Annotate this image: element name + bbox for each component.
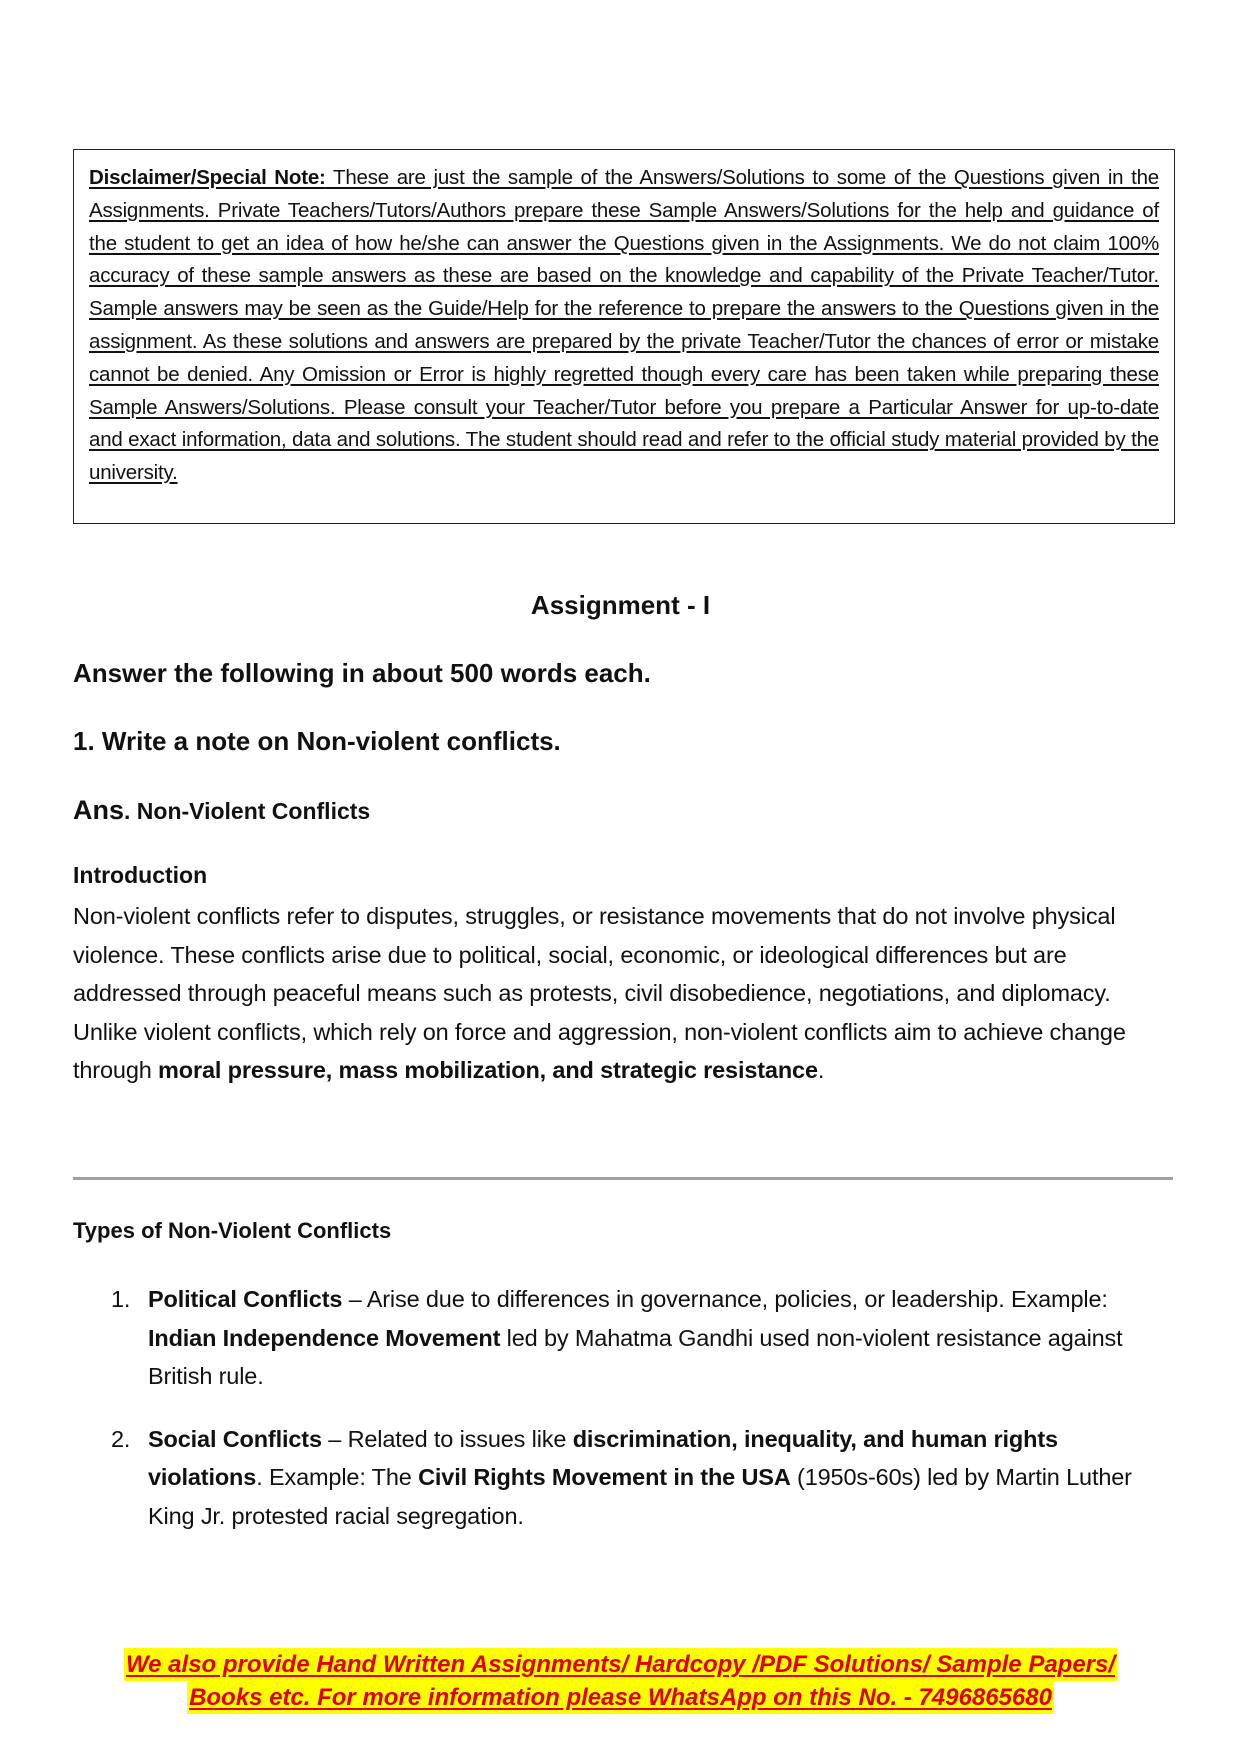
assignment-title: Assignment - I	[530, 590, 711, 620]
list-number: 1.	[111, 1286, 131, 1312]
answer-prefix: Ans	[73, 795, 125, 825]
item-title: Social Conflicts	[148, 1425, 322, 1452]
types-heading: Types of Non-Violent Conflicts	[73, 1218, 392, 1243]
horizontal-divider	[73, 1177, 1173, 1180]
disclaimer-text	[89, 162, 1159, 490]
disclaimer-body: These are just the sample of the Answers/Solutions to some of the Questions given in the Assignments. Private Teachers/Tutors/Authors prepare these Sample Answers/Solutions for the help and guidance of the student to get an idea of how he/she can answer the Questions given in the Assignments. We do not claim 100% accuracy of these sample answers as these are based on the knowledge and capability of the Private Teacher/Tutor. Sample answers may be seen as the Guide/Help for the reference to prepare the answers to the Questions given in the assignment. As these solutions and answers are prepared by the private Teacher/Tutor the chances of error or mistake cannot be denied. Any Omission or Error is highly regretted though every care has been taken while preparing these Sample Answers/Solutions. Please consult your Teacher/Tutor before you prepare a Particular Answer for up-to-date and exact information, data and solutions. The student should read and refer to the official study material provided by the university.	[89, 166, 1159, 485]
disclaimer-box	[73, 149, 1175, 524]
answer-title: . Non-Violent Conflicts	[124, 798, 371, 824]
introduction-paragraph	[73, 897, 1173, 1090]
item-bold: Civil Rights Movement in the USA	[418, 1464, 791, 1490]
item-text: – Related to issues like	[321, 1425, 573, 1452]
item-bold: Indian Independence Movement	[148, 1324, 501, 1351]
intro-text-end: .	[817, 1057, 825, 1083]
intro-text-bold: moral pressure, mass mobilization, and strategic resistance	[158, 1057, 818, 1083]
promo-line-2: Books etc. For more information please WhatsApp on this No. - 7496865680	[187, 1681, 1054, 1714]
intro-text-plain: Non-violent conflicts refer to disputes, struggles, or resistance movements that do not involve physical violence. These conflicts arise due to political, social, economic, or ideological differences but are addressed through peaceful means such as protests, civil disobedience, negotiations, and diplomacy. Unlike violent conflicts, which rely on force and aggression, non-violent conflicts aim to achieve change through	[73, 903, 1126, 1083]
list-item	[73, 1280, 1173, 1396]
disclaimer-label: Disclaimer/Special Note:	[89, 166, 326, 189]
item-text: led by Mahatma Gandhi used non-violent resistance against British rule.	[148, 1324, 1123, 1389]
list-number: 2.	[111, 1425, 131, 1452]
promo-footer	[0, 1648, 1241, 1714]
question-heading: 1. Write a note on Non-violent conflicts.	[73, 726, 561, 756]
item-text: . Example: The	[256, 1464, 419, 1490]
list-item	[73, 1420, 1173, 1536]
answer-heading	[73, 795, 370, 826]
instruction-heading: Answer the following in about 500 words each.	[73, 658, 651, 688]
item-text: – Arise due to differences in governance, policies, or leadership. Example:	[342, 1286, 1108, 1312]
promo-line-1: We also provide Hand Written Assignments/ Hardcopy /PDF Solutions/ Sample Papers/	[124, 1648, 1117, 1681]
item-title: Political Conflicts	[148, 1286, 343, 1312]
item-text: (1950s-60s) led by Martin Luther King Jr. protested racial segregation.	[148, 1464, 1132, 1529]
types-list	[73, 1280, 1173, 1559]
introduction-heading: Introduction	[73, 862, 208, 888]
item-bold: discrimination, inequality, and human rights violations	[148, 1425, 1058, 1490]
